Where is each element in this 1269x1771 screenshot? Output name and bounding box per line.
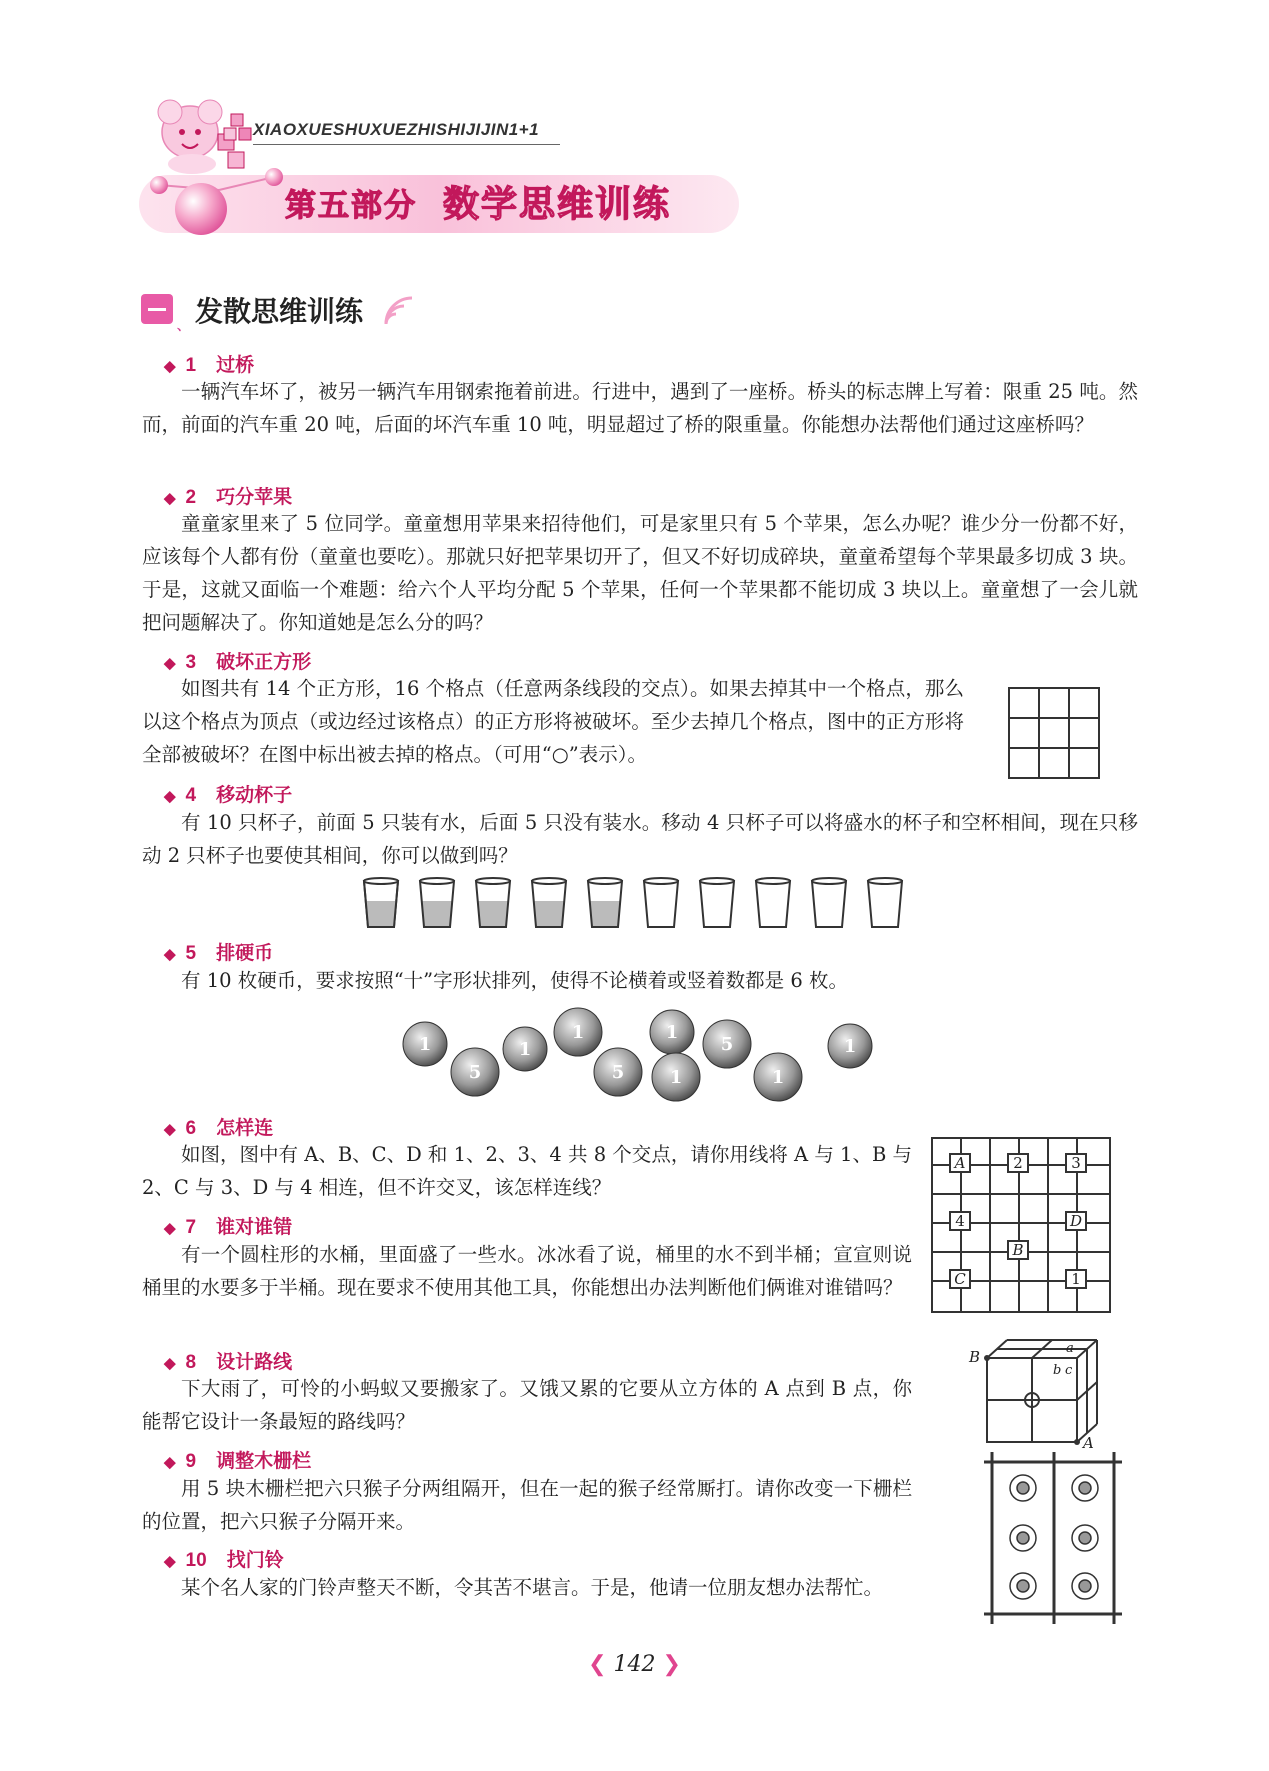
question-9-text: 用 5 块木栅栏把六只猴子分两组隔开，但在一起的猴子经常厮打。请你改变一下栅栏的位置，把六只猴子分隔开来。 — [142, 1477, 912, 1533]
question-3-text: 如图共有 14 个正方形，16 个格点（任意两条线段的交点）。如果去掉其中一个格点，那么以这个格点为顶点（或边经过该格点）的正方形将被破坏。至少去掉几个格点，图中的正方形将全部被破坏？在图中标出被去掉的格点。（可用“○”表示）。 — [142, 677, 964, 766]
section-tick: 、 — [177, 319, 190, 333]
coin — [754, 1053, 802, 1101]
running-title: XIAOXUESHUXUEZHISHIJIJIN1+1 — [253, 120, 540, 139]
question-8-text: 下大雨了，可怜的小蚂蚁又要搬家了。又饿又累的它要从立方体的 A 点到 B 点，你能帮它设计一条最短的路线吗？ — [142, 1377, 912, 1433]
question-5-text: 有 10 枚硬币，要求按照“十”字形状排列，使得不论横着或竖着数都是 6 枚。 — [181, 969, 848, 992]
monkey-fence-figure — [978, 1450, 1128, 1628]
monkey-icon — [1010, 1525, 1036, 1551]
coin — [503, 1027, 547, 1071]
question-8-heading: ◆ 8 设计路线 — [164, 1352, 293, 1373]
svg-text:1: 1 — [518, 1039, 532, 1060]
svg-text:a: a — [1066, 1341, 1074, 1356]
question-6-heading: ◆ 6 怎样连 — [164, 1118, 274, 1139]
coins-figure — [400, 1002, 880, 1102]
monkey-icon — [1010, 1475, 1036, 1501]
svg-text:3: 3 — [1071, 1154, 1081, 1172]
svg-text:5: 5 — [720, 1034, 734, 1055]
svg-text:5: 5 — [611, 1062, 625, 1083]
cup-filled — [420, 878, 454, 927]
question-7-text: 有一个圆柱形的水桶，里面盛了一些水。冰冰看了说，桶里的水不到半桶；宣宣则说桶里的水要多于半桶。现在要求不使用其他工具，你能想出办法判断他们俩谁对谁错吗？ — [142, 1243, 912, 1299]
coin — [451, 1048, 499, 1096]
question-6-text: 如图，图中有 A、B、C、D 和 1、2、3、4 共 8 个交点，请你用线将 A 与 1、B 与 2、C 与 3、D 与 4 相连，但不许交叉，该怎样连线？ — [142, 1143, 912, 1199]
svg-text:1: 1 — [665, 1022, 679, 1043]
square-grid-figure — [1007, 686, 1103, 782]
svg-text:5: 5 — [468, 1062, 482, 1083]
cup-filled — [364, 878, 398, 927]
cube-figure — [965, 1328, 1115, 1448]
svg-text:A: A — [1083, 1434, 1094, 1448]
section-badge — [141, 294, 173, 324]
svg-text:2: 2 — [1013, 1154, 1023, 1172]
signal-icon — [382, 292, 416, 328]
svg-text:C: C — [954, 1270, 966, 1288]
question-10-heading: ◆ 10 找门铃 — [164, 1550, 284, 1571]
svg-text:c: c — [1065, 1363, 1073, 1378]
question-4-text: 有 10 只杯子，前面 5 只装有水，后面 5 只没有装水。移动 4 只杯子可以将盛水的杯子和空杯相间，现在只移动 2 只杯子也要使其相间，你可以做到吗？ — [142, 811, 1138, 867]
cup-empty — [756, 878, 790, 927]
question-1-heading: ◆ 1 过桥 — [164, 355, 255, 376]
maze-figure — [930, 1136, 1114, 1316]
coin — [403, 1022, 447, 1066]
header-rule — [253, 144, 560, 145]
cups-figure — [360, 877, 920, 933]
svg-text:D: D — [1069, 1212, 1083, 1230]
svg-text:B: B — [969, 1348, 981, 1366]
monkey-icon — [1072, 1573, 1098, 1599]
question-5-heading: ◆ 5 排硬币 — [164, 943, 274, 964]
coin — [828, 1024, 872, 1068]
svg-text:A: A — [954, 1154, 966, 1172]
question-7-heading: ◆ 7 谁对谁错 — [164, 1217, 293, 1238]
cup-filled — [532, 878, 566, 927]
monkey-icon — [1010, 1573, 1036, 1599]
page-number: ❮ 142 ❯ — [588, 1652, 681, 1677]
coin — [594, 1048, 642, 1096]
coin — [554, 1008, 602, 1056]
svg-text:1: 1 — [418, 1034, 432, 1055]
section-title: 发散思维训练 — [195, 295, 364, 328]
svg-text:1: 1 — [669, 1067, 683, 1088]
question-4-heading: ◆ 4 移动杯子 — [164, 785, 293, 806]
monkey-icon — [1072, 1475, 1098, 1501]
coin — [703, 1020, 751, 1068]
monkey-icon — [1072, 1525, 1098, 1551]
question-2-heading: ◆ 2 巧分苹果 — [164, 487, 293, 508]
question-9-heading: ◆ 9 调整木栅栏 — [164, 1451, 312, 1472]
part-heading — [285, 176, 671, 227]
cup-empty — [700, 878, 734, 927]
svg-text:1: 1 — [571, 1022, 585, 1043]
cup-empty — [868, 878, 902, 927]
part-label: 第五部分 — [285, 188, 417, 224]
cup-empty — [644, 878, 678, 927]
svg-text:1: 1 — [843, 1036, 857, 1057]
svg-text:4: 4 — [955, 1212, 965, 1230]
part-title: 数学思维训练 — [443, 183, 672, 225]
cup-empty — [812, 878, 846, 927]
question-2-text: 童童家里来了 5 位同学。童童想用苹果来招待他们，可是家里只有 5 个苹果，怎么办呢？谁少分一份都不好，应该每个人都有份（童童也要吃）。那就只好把苹果切开了，但又不好切成碎块，童童希望每个苹果最多切成 3 块。于是，这就又面临一个难题：给六个人平均分配 5 个苹果，任何一个苹果都不能切成 3 块以上。童童想了一会儿就把问题解决了。你知道她是怎么分的吗？ — [142, 512, 1138, 634]
svg-text:1: 1 — [1071, 1270, 1081, 1288]
question-1-text: 一辆汽车坏了，被另一辆汽车用钢索拖着前进。行进中，遇到了一座桥。桥头的标志牌上写着：限重 25 吨。然而，前面的汽车重 20 吨，后面的坏汽车重 10 吨，明显超过了桥的限重量。你能想办法帮他们通过这座桥吗？ — [142, 380, 1138, 436]
svg-text:1: 1 — [771, 1067, 785, 1088]
cup-filled — [588, 878, 622, 927]
coin — [650, 1010, 694, 1054]
question-3-heading: ◆ 3 破坏正方形 — [164, 652, 312, 673]
svg-text:B: B — [1012, 1241, 1024, 1259]
cup-filled — [476, 878, 510, 927]
blocks-icon — [222, 112, 256, 146]
coin — [652, 1053, 700, 1101]
svg-text:b: b — [1053, 1363, 1062, 1378]
question-10-text: 某个名人家的门铃声整天不断，令其苦不堪言。于是，他请一位朋友想办法帮忙。 — [181, 1576, 884, 1599]
